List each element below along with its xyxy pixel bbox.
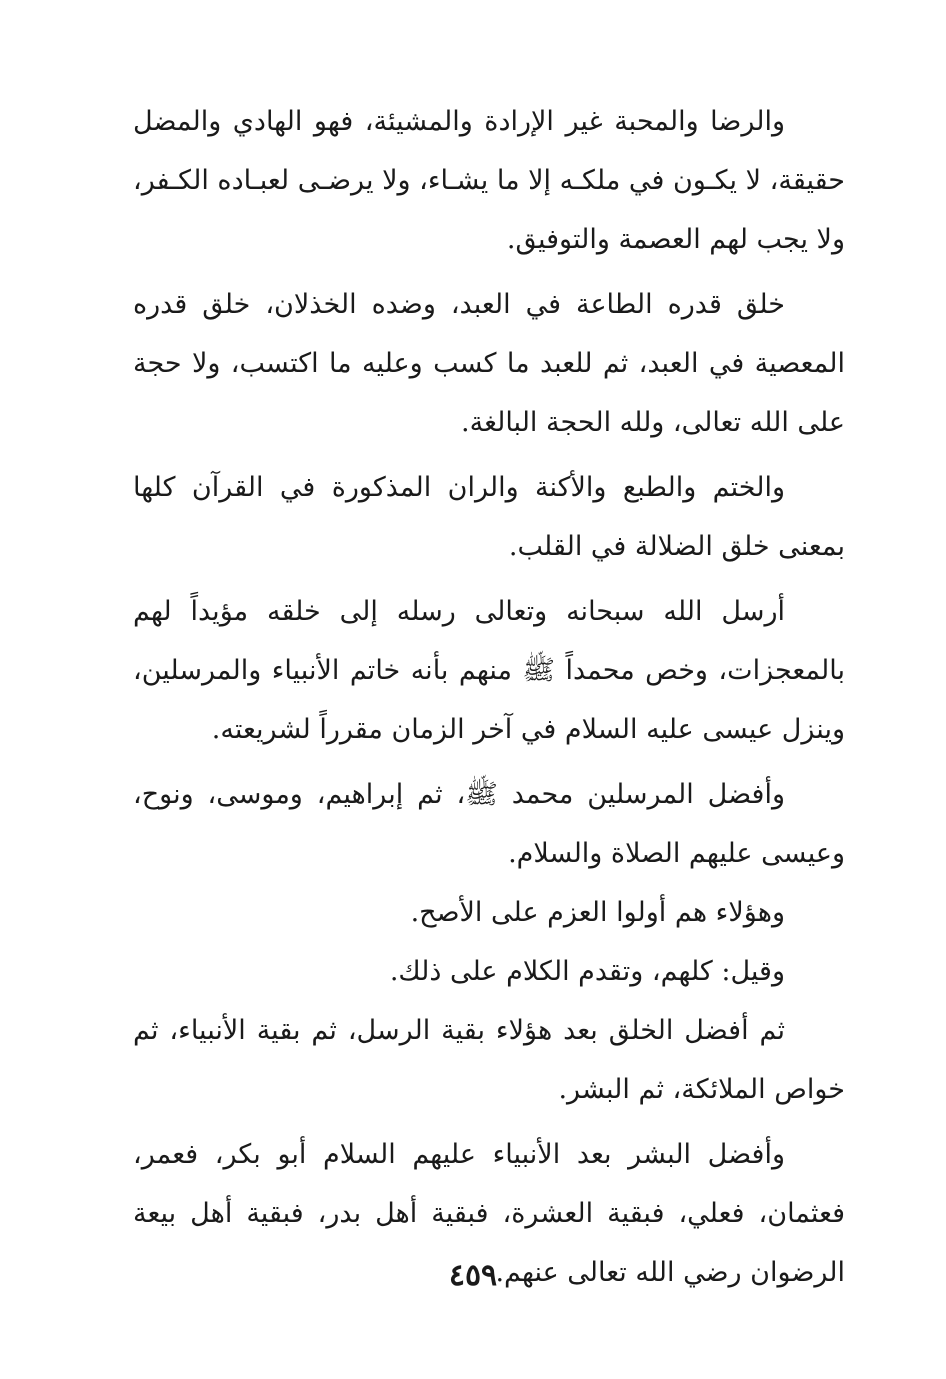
paragraph-2: خلق قدره الطاعة في العبد، وضده الخذلان، خلق قدره المعصية في العبد، ثم للعبد ما كسب وعليه ما اكتسب، ولا حجة على الله تعالى، ولله الحجة البالغة. [133,289,845,438]
page-number: ٤٥٩ [448,1258,498,1293]
paragraph-4: أرسل الله سبحانه وتعالى رسله إلى خلقه مؤيداً لهم بالمعجزات، وخص محمداً ﷺ منهم بأنه خاتم الأنبياء والمرسلين، وينزل عيسى عليه السلام في آخر الزمان مقرراً لشريعته. [133,596,845,745]
paragraph-5: وأفضل المرسلين محمد ﷺ، ثم إبراهيم، وموسى، ونوح، وعيسى عليهم الصلاة والسلام. [133,779,845,869]
paragraph-6: وهؤلاء هم أولوا العزم على الأصح. [410,897,785,928]
body-text [133,92,845,1308]
paragraph-1: والرضا والمحبة غير الإرادة والمشيئة، فهو الهادي والمضل حقيقة، لا يكـون في ملكـه إلا ما يشـاء، ولا يرضـى لعبـاده الكـفر، ولا يجب لهم العصمة والتوفيق. [133,106,845,255]
paragraph-8: ثم أفضل الخلق بعد هؤلاء بقية الرسل، ثم بقية الأنبياء، ثم خواص الملائكة، ثم البشر. [133,1015,845,1105]
paragraph-3: والختم والطبع والأكنة والران المذكورة في القرآن كلها بمعنى خلق الضلالة في القلب. [133,472,845,562]
paragraph-7: وقيل: كلهم، وتقدم الكلام على ذلك. [389,956,785,987]
paragraph-9: وأفضل البشر بعد الأنبياء عليهم السلام أبو بكر، فعمر، فعثمان، فعلي، فبقية العشرة، فبقية أهل بدر، فبقية أهل بيعة الرضوان رضي الله تعالى عنهم. [133,1139,845,1288]
